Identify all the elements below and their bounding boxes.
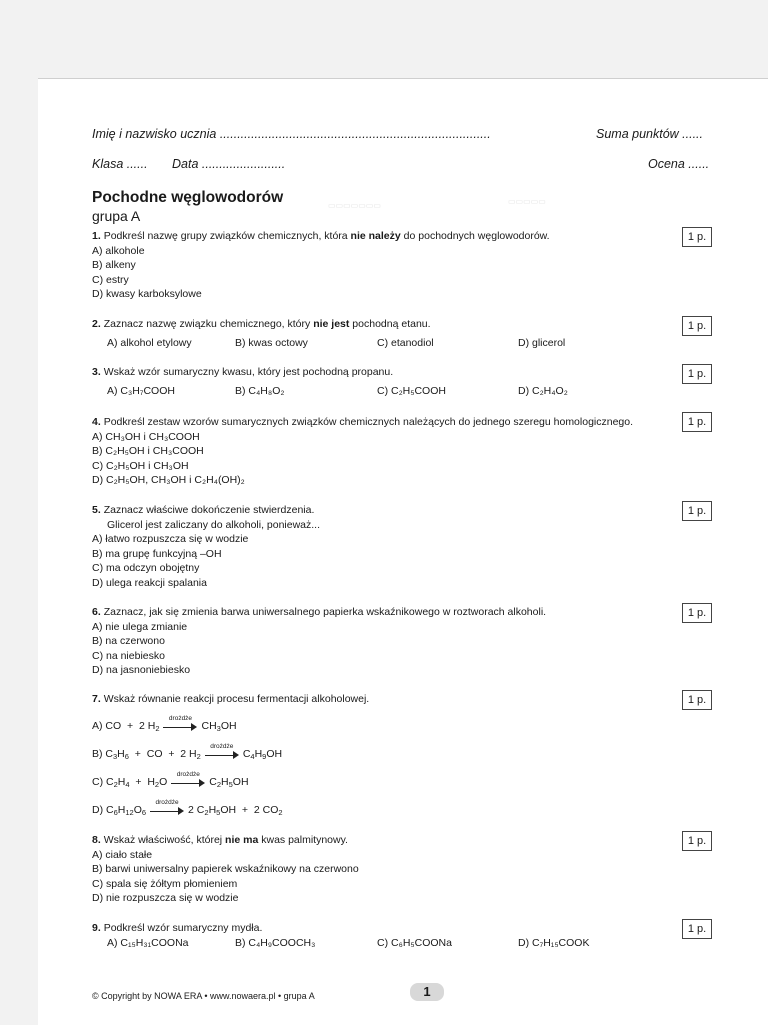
- catalyst-label: drożdże: [155, 798, 179, 806]
- question-9: [92, 921, 672, 951]
- answer-option-c[interactable]: C) spala się żółtym płomieniem: [92, 877, 238, 890]
- question-8: [92, 833, 672, 906]
- answer-option-c[interactable]: C) C₆H₅COONa: [377, 936, 452, 949]
- answer-option-a[interactable]: A) CO + 2 $H_2$ drożdże $CH_3OH$: [92, 719, 672, 747]
- points-badge: 1 p.: [682, 316, 712, 336]
- points-badge: 1 p.: [682, 501, 712, 521]
- question-statement: Glicerol jest zaliczany do alkoholi, ponieważ...: [107, 518, 321, 531]
- question-number: 7.: [92, 693, 101, 705]
- question-text: kwas palmitynowy.: [258, 834, 348, 846]
- reaction-arrow: [171, 770, 205, 787]
- question-emphasis: nie ma: [225, 834, 259, 846]
- question-1: [92, 229, 672, 302]
- answer-option-b[interactable]: B) na czerwono: [92, 635, 165, 648]
- answer-option-b[interactable]: B) C₂H₅OH i CH₃COOH: [92, 445, 204, 458]
- page-number: 1: [410, 983, 444, 1001]
- answer-option-a[interactable]: A) C₃H₇COOH: [107, 384, 175, 397]
- answer-option-b[interactable]: B) C₄H₉COOCH₃: [235, 936, 316, 949]
- points-badge: 1 p.: [682, 603, 712, 623]
- question-text: Zaznacz właściwe dokończenie stwierdzenia.: [103, 504, 315, 516]
- answer-option-c[interactable]: C) estry: [92, 273, 129, 286]
- points-badge: 1 p.: [682, 831, 712, 851]
- question-2: [92, 317, 672, 351]
- show-through-text: ▭▭▭▭▭▭▭: [328, 201, 381, 210]
- points-badge: 1 p.: [682, 690, 712, 710]
- question-5: [92, 503, 672, 591]
- question-text: Podkreśl zestaw wzorów sumarycznych związków chemicznych należących do jednego szeregu homologicznego.: [103, 416, 634, 428]
- answer-option-d[interactable]: D) C₂H₅OH, CH₃OH i C₂H₄(OH)₂: [92, 474, 245, 487]
- question-6: [92, 605, 672, 678]
- total-points-field[interactable]: Suma punktów ......: [596, 127, 703, 141]
- answer-option-b[interactable]: B) C₄H₈O₂: [235, 384, 285, 397]
- answer-option-d[interactable]: D) C₂H₄O₂: [518, 384, 568, 397]
- answer-option-d[interactable]: D) ulega reakcji spalania: [92, 576, 207, 589]
- answer-option-c[interactable]: C) C₂H₅COOH: [377, 384, 446, 397]
- answer-option-c[interactable]: C) C₂H₅OH i CH₃OH: [92, 459, 189, 472]
- points-badge: 1 p.: [682, 227, 712, 247]
- answer-option-b[interactable]: B) barwi uniwersalny papierek wskaźnikowy na czerwono: [92, 863, 359, 876]
- answer-option-c[interactable]: C) etanodiol: [377, 336, 434, 349]
- answer-option-d[interactable]: D) kwasy karboksylowe: [92, 288, 202, 301]
- question-3: [92, 365, 672, 399]
- answer-option-b[interactable]: B) ma grupę funkcyjną –OH: [92, 547, 222, 560]
- question-text: Podkreśl nazwę grupy związków chemicznych, która: [103, 230, 351, 242]
- answer-option-b[interactable]: B) kwas octowy: [235, 336, 308, 349]
- show-through-text: ▭▭▭▭▭: [508, 197, 546, 206]
- answer-option-c[interactable]: C) ma odczyn obojętny: [92, 562, 200, 575]
- test-title: Pochodne węglowodorów: [92, 189, 284, 206]
- question-text: Wskaż równanie reakcji procesu fermentacji alkoholowej.: [103, 693, 370, 705]
- question-text: Zaznacz nazwę związku chemicznego, który: [103, 318, 314, 330]
- question-text: Wskaż wzór sumaryczny kwasu, który jest pochodną propanu.: [103, 366, 394, 378]
- answer-option-a[interactable]: A) C₁₅H₃₁COONa: [107, 936, 189, 949]
- reaction-arrow: [205, 742, 239, 759]
- question-emphasis: nie należy: [350, 230, 401, 242]
- copyright-footer: © Copyright by NOWA ERA • www.nowaera.pl • grupa A: [92, 991, 315, 1001]
- answer-option-a[interactable]: A) nie ulega zmianie: [92, 620, 188, 633]
- question-4: [92, 415, 672, 488]
- points-badge: 1 p.: [682, 412, 712, 432]
- question-text: Zaznacz, jak się zmienia barwa uniwersalnego papierka wskaźnikowego w roztworach alkoholi.: [103, 606, 547, 618]
- answer-option-d[interactable]: D) $C_6H_{12}O_6$ drożdże 2 $C_2H_5OH + 2$ $CO_2$: [92, 803, 672, 831]
- question-number: 3.: [92, 366, 101, 378]
- question-7: [92, 692, 672, 831]
- answer-option-d[interactable]: D) C₇H₁₅COOK: [518, 936, 590, 949]
- answer-option-d[interactable]: D) glicerol: [518, 336, 566, 349]
- question-number: 6.: [92, 606, 101, 618]
- question-emphasis: nie jest: [313, 318, 350, 330]
- answer-option-d[interactable]: D) na jasnoniebiesko: [92, 664, 191, 677]
- answer-option-a[interactable]: A) alkohole: [92, 244, 145, 257]
- test-group: grupa A: [92, 208, 141, 224]
- date-field[interactable]: Data ........................: [172, 157, 286, 171]
- answer-option-a[interactable]: A) CH₃OH i CH₃COOH: [92, 430, 200, 443]
- question-number: 5.: [92, 504, 101, 516]
- answer-option-c[interactable]: C) $C_2H_4 + H_2O$ drożdże $C_2H_5OH$: [92, 775, 672, 803]
- answer-option-a[interactable]: A) łatwo rozpuszcza się w wodzie: [92, 533, 249, 546]
- student-name-field[interactable]: Imię i nazwisko ucznia ..............................................................................: [92, 127, 491, 141]
- catalyst-label: drożdże: [176, 770, 200, 778]
- question-number: 8.: [92, 834, 101, 846]
- grade-field[interactable]: Ocena ......: [648, 157, 710, 171]
- answer-option-d[interactable]: D) nie rozpuszcza się w wodzie: [92, 892, 239, 905]
- class-field[interactable]: Klasa ......: [92, 157, 148, 171]
- points-badge: 1 p.: [682, 919, 712, 939]
- question-text: Podkreśl wzór sumaryczny mydła.: [103, 922, 263, 934]
- reaction-arrow: [163, 714, 197, 731]
- catalyst-label: drożdże: [168, 714, 193, 722]
- answer-option-a[interactable]: A) ciało stałe: [92, 848, 153, 861]
- question-number: 1.: [92, 230, 101, 242]
- answer-option-b[interactable]: B) $C_3H_6$ + CO + 2 $H_2$ drożdże $C_4H_9OH$: [92, 747, 672, 775]
- answer-option-a[interactable]: A) alkohol etylowy: [107, 336, 192, 349]
- question-number: 9.: [92, 922, 101, 934]
- question-number: 2.: [92, 318, 101, 330]
- points-badge: 1 p.: [682, 364, 712, 384]
- answer-option-b[interactable]: B) alkeny: [92, 259, 136, 272]
- worksheet-page: [38, 78, 768, 1025]
- question-text: Wskaż właściwość, której: [103, 834, 226, 846]
- question-number: 4.: [92, 416, 101, 428]
- question-text: pochodną etanu.: [349, 318, 431, 330]
- answer-option-c[interactable]: C) na niebiesko: [92, 649, 165, 662]
- catalyst-label: drożdże: [210, 742, 234, 750]
- reaction-arrow: [150, 798, 184, 815]
- question-text: do pochodnych węglowodorów.: [400, 230, 550, 242]
